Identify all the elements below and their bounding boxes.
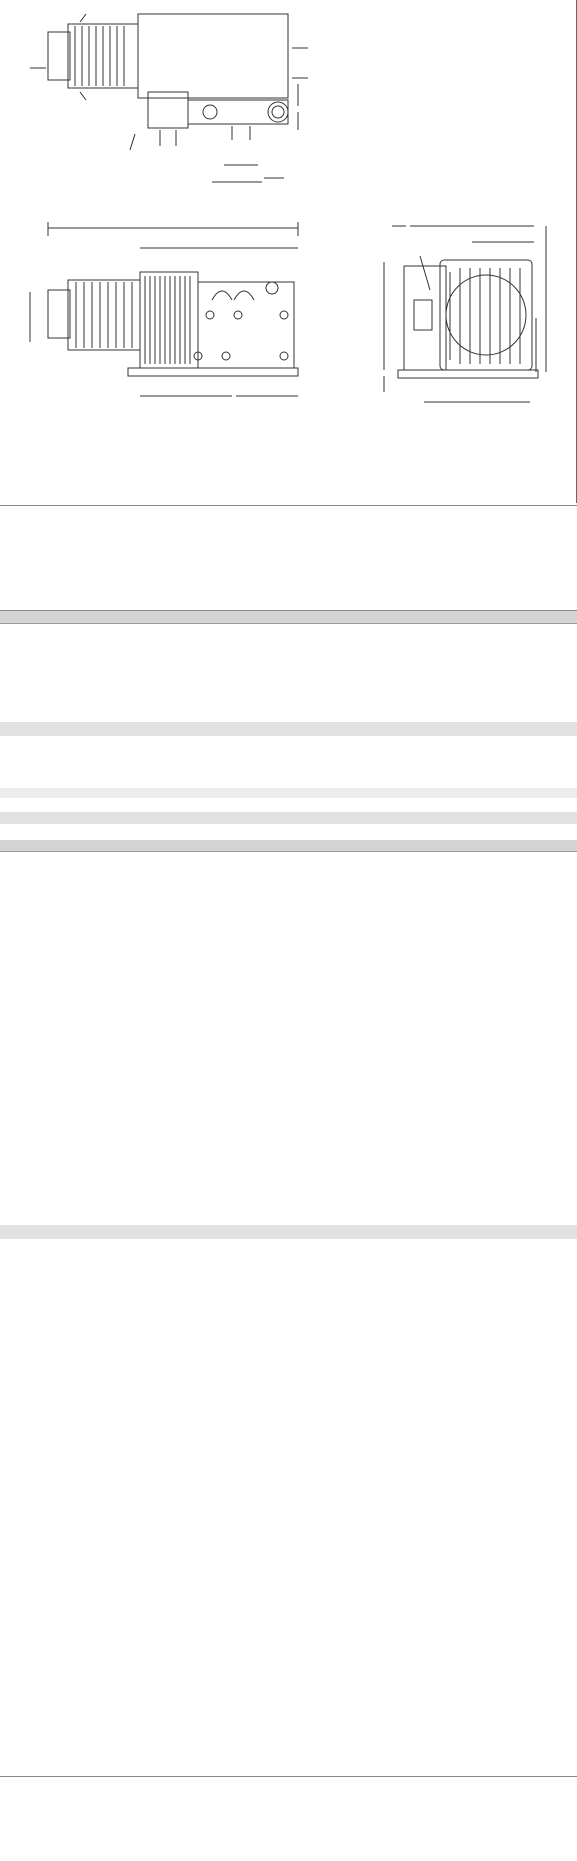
grey-band-2	[0, 788, 577, 798]
dimension-table	[0, 611, 577, 624]
dim-header-model	[0, 611, 122, 624]
tech-header-100	[135, 840, 335, 851]
tech-table-block	[0, 840, 577, 852]
grey-band-4	[0, 1225, 577, 1239]
dim-header-140	[348, 611, 577, 624]
tech-table	[0, 840, 577, 852]
legend-block	[0, 505, 577, 509]
tech-header-140	[335, 840, 577, 851]
grey-band-3	[0, 812, 577, 824]
tech-header-model	[0, 840, 40, 851]
technical-drawing-top	[0, 0, 577, 500]
dim-header-100	[122, 611, 348, 624]
grey-band-1	[0, 722, 577, 736]
performance-charts	[0, 1239, 577, 1769]
dimension-table-block	[0, 610, 577, 624]
footnotes	[0, 1776, 577, 1779]
